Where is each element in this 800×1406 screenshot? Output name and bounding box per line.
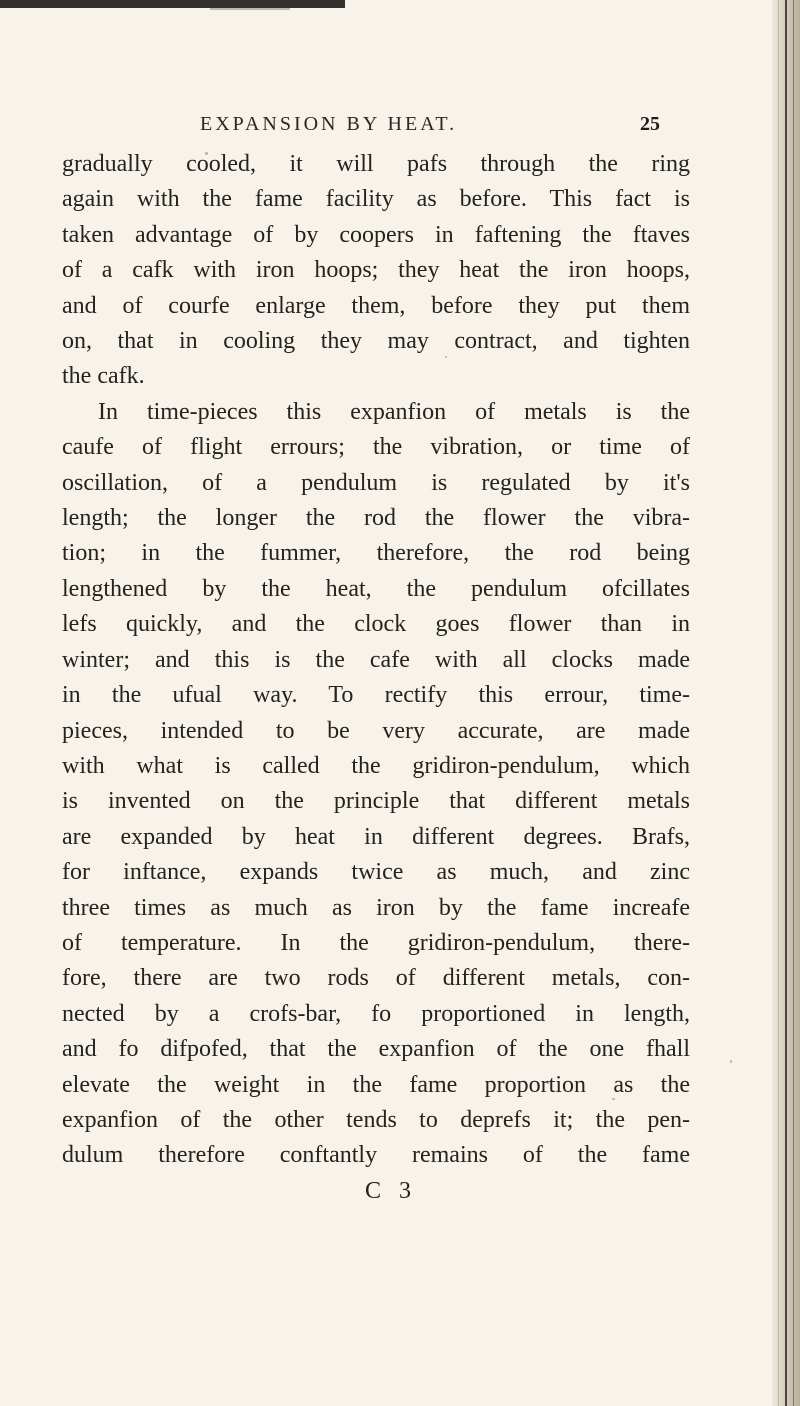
text-line: on, that in cooling they may contract, and tighten — [62, 328, 690, 355]
body-text — [62, 147, 690, 1174]
text-line: for inftance, expands twice as much, and zinc — [62, 859, 690, 886]
text-line: in the ufual way. To rectify this errour, time- — [62, 682, 690, 709]
text-line: nected by a crofs-bar, fo proportioned in length, — [62, 1000, 690, 1027]
text-line: and of courfe enlarge them, before they put them — [62, 292, 690, 319]
paper-speck — [612, 1098, 615, 1100]
paper-speck — [445, 356, 447, 358]
text-line: of temperature. In the gridiron-pendulum, there- — [62, 929, 690, 956]
binding-line — [778, 0, 779, 1406]
signature-mark: C 3 — [365, 1178, 418, 1204]
binding-line — [793, 0, 794, 1406]
text-line: are expanded by heat in different degrees. Brafs, — [62, 823, 690, 850]
text-line: with what is called the gridiron-pendulum, which — [62, 752, 690, 779]
paper-speck — [205, 152, 208, 155]
text-line: pieces, intended to be very accurate, are made — [62, 717, 690, 744]
text-line: caufe of flight errours; the vibration, or time of — [62, 434, 690, 461]
text-line: again with the fame facility as before. This fact is — [62, 186, 690, 213]
text-line: tion; in the fummer, therefore, the rod being — [62, 540, 690, 567]
running-head: EXPANSION BY HEAT. — [200, 113, 458, 135]
page-number: 25 — [640, 113, 660, 135]
binding-line — [785, 0, 787, 1406]
text-line: lefs quickly, and the clock goes flower than in — [62, 611, 690, 638]
text-line: taken advantage of by coopers in faftening the ftaves — [62, 221, 690, 248]
text-line: lengthened by the heat, the pendulum ofcillates — [62, 575, 690, 602]
text-line: expanfion of the other tends to deprefs it; the pen- — [62, 1106, 690, 1133]
text-line: length; the longer the rod the flower the vibra- — [62, 505, 690, 532]
top-printed-rule-fade — [210, 8, 290, 10]
text-line: fore, there are two rods of different metals, con- — [62, 965, 690, 992]
binding-edge — [772, 0, 800, 1406]
text-line: and fo difpofed, that the expanfion of the one fhall — [62, 1036, 690, 1063]
top-printed-rule — [0, 0, 345, 8]
paper-speck — [730, 1060, 732, 1063]
text-line: is invented on the principle that different metals — [62, 788, 690, 815]
text-line: of a cafk with iron hoops; they heat the iron hoops, — [62, 257, 690, 284]
text-line: the cafk. — [62, 363, 145, 390]
text-line: three times as much as iron by the fame increafe — [62, 894, 690, 921]
text-line: dulum therefore conftantly remains of the fame — [62, 1142, 690, 1169]
text-line: oscillation, of a pendulum is regulated by it's — [62, 469, 690, 496]
text-line: gradually cooled, it will pafs through the ring — [62, 151, 690, 177]
text-line: winter; and this is the cafe with all clocks made — [62, 646, 690, 673]
text-line: In time-pieces this expanfion of metals is the — [98, 398, 690, 425]
text-line: elevate the weight in the fame proportion as the — [62, 1071, 690, 1098]
